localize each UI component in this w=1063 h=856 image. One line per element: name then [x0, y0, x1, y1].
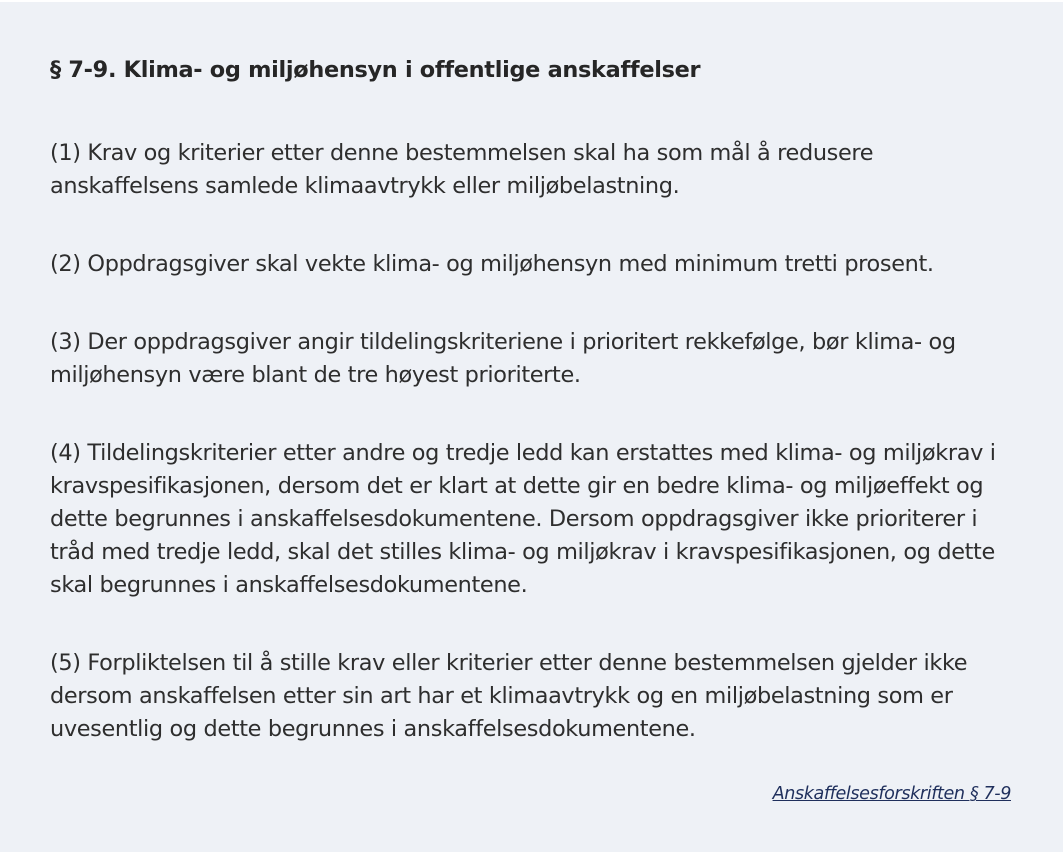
paragraph-4: (4) Tildelingskriterier etter andre og tredje ledd kan erstattes med klima- og miljøkrav i kravspesifikasjonen, dersom det er klart at dette gir en bedre klima- og miljøeffekt og dette begrunnes i anskaffelsesdokumentene. Dersom oppdragsgiver ikke prioriterer i tråd med tredje ledd, skal det stilles klima- og miljøkrav i kravspesifikasjonen, og dette skal begrunnes i anskaffelsesdokumentene.	[50, 440, 996, 598]
paragraph-5: (5) Forpliktelsen til å stille krav eller kriterier etter denne bestemmelsen gjelder ikke dersom anskaffelsen etter sin art har et klimaavtrykk og en miljøbelastning som er uvesentlig og dette begrunnes i anskaffelsesdokumentene.	[50, 650, 968, 742]
paragraph-2: (2) Oppdragsgiver skal vekte klima- og miljøhensyn med minimum tretti prosent.	[50, 251, 934, 277]
paragraph-1: (1) Krav og kriterier etter denne bestemmelsen skal ha som mål å redusere anskaffelsens samlede klimaavtrykk eller miljøbelastning.	[50, 140, 874, 199]
section-heading: § 7-9. Klima- og miljøhensyn i offentlige anskaffelser	[50, 57, 701, 83]
source-row	[50, 784, 1013, 804]
paragraph-3: (3) Der oppdragsgiver angir tildelingskriteriene i prioritert rekkefølge, bør klima- og miljøhensyn være blant de tre høyest prioriterte.	[50, 329, 956, 388]
source-link[interactable]: Anskaffelsesforskriften § 7-9	[772, 784, 1011, 804]
